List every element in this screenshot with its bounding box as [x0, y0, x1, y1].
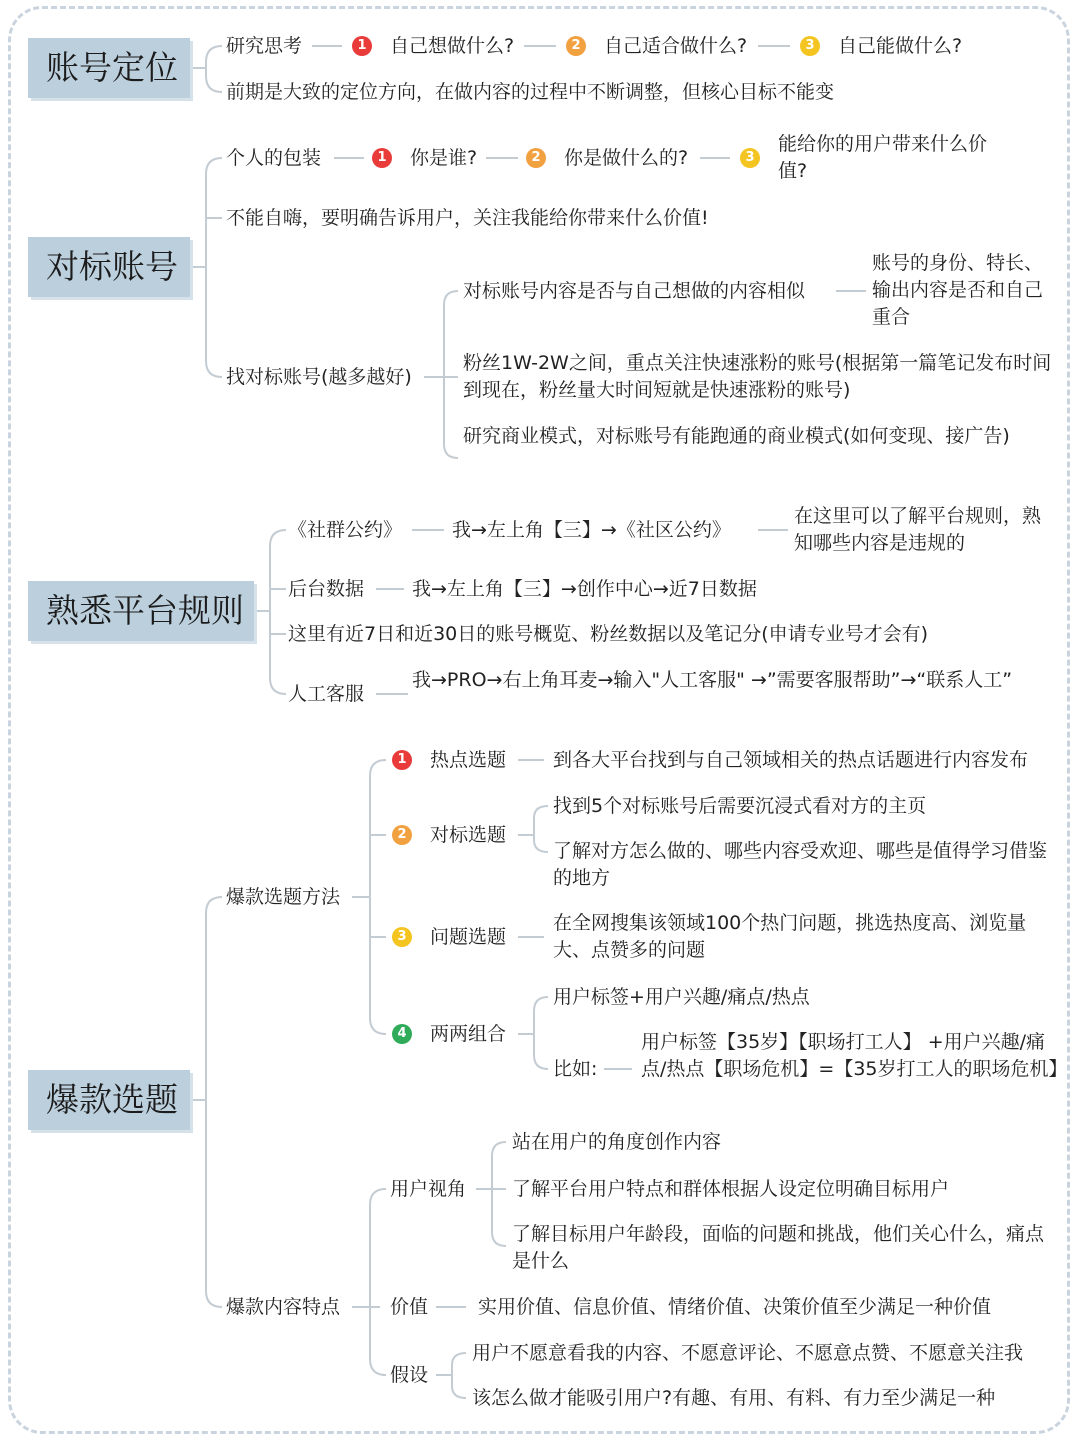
community-pact-path: 我→左上角【三】→《社区公约》	[452, 519, 731, 541]
question-3: 自己能做什么?	[838, 35, 963, 57]
method-benchmark-detail-a: 找到5个对标账号后需要沉浸式看对方的主页	[553, 795, 927, 817]
community-pact-label: 《社群公约》	[288, 519, 403, 541]
topic-method-label: 爆款选题方法	[226, 886, 341, 908]
research-label: 研究思考	[226, 35, 303, 57]
pair-combination-formula: 用户标签+用户兴趣/痛点/热点	[553, 986, 810, 1008]
customer-service-label: 人工客服	[288, 683, 365, 705]
number-2-icon: 2	[566, 36, 586, 56]
pair-combination-example: 用户标签【35岁】【职场打工人】 +用户兴趣/痛点/热点【职场危机】=【35岁打工人的职场危机】	[641, 1031, 1068, 1080]
assumption-label: 假设	[390, 1364, 429, 1386]
packaging-point-1: 你是谁?	[410, 147, 478, 169]
customer-service-path: 我→PRO→右上角耳麦→输入"人工客服" →”需要客服帮助”→“联系人工”	[412, 669, 1013, 691]
user-perspective-1: 站在用户的角度创作内容	[512, 1131, 722, 1153]
section-title-benchmark-accounts: 对标账号	[28, 237, 190, 297]
value-detail: 实用价值、信息价值、情绪价值、决策价值至少满足一种价值	[478, 1296, 992, 1318]
number-3-icon: 3	[740, 148, 760, 168]
positioning-note: 前期是大致的定位方向，在做内容的过程中不断调整，但核心目标不能变	[226, 81, 835, 103]
find-item-1-detail: 账号的身份、特长、输出内容是否和自己重合	[872, 252, 1044, 328]
question-1: 自己想做什么?	[390, 35, 515, 57]
number-4-icon: 4	[392, 1024, 412, 1044]
value-label: 价值	[390, 1296, 429, 1318]
user-perspective-3: 了解目标用户年龄段，面临的问题和挑战，他们关心什么，痛点是什么	[512, 1223, 1045, 1272]
number-1-icon: 1	[372, 148, 392, 168]
packaging-label: 个人的包装	[226, 147, 322, 169]
find-item-1: 对标账号内容是否与自己想做的内容相似	[463, 280, 806, 302]
packaging-point-3: 能给你的用户带来什么价值?	[778, 133, 988, 182]
section-title-hot-topics: 爆款选题	[28, 1070, 190, 1130]
find-item-2: 粉丝1W-2W之间，重点关注快速涨粉的账号(根据第一篇笔记发布时间到现在，粉丝量大时间短就是快速涨粉的账号)	[463, 352, 1052, 401]
method-hot-topic: 热点选题	[430, 749, 507, 771]
backend-data-path: 我→左上角【三】→创作中心→近7日数据	[412, 578, 757, 600]
method-question-detail: 在全网搜集该领域100个热门问题，挑选热度高、浏览量大、点赞多的问题	[553, 912, 1027, 961]
community-pact-note: 在这里可以了解平台规则，熟知哪些内容是违规的	[794, 505, 1042, 554]
method-pair-combination: 两两组合	[430, 1023, 507, 1045]
benchmark-note: 不能自嗨，要明确告诉用户，关注我能给你带来什么价值!	[226, 207, 709, 229]
number-1-icon: 1	[352, 36, 372, 56]
backend-data-label: 后台数据	[288, 578, 365, 600]
find-item-3: 研究商业模式，对标账号有能跑通的商业模式(如何变现、接广告)	[463, 425, 1010, 447]
question-2: 自己适合做什么?	[604, 35, 748, 57]
user-perspective-label: 用户视角	[390, 1178, 467, 1200]
content-features-label: 爆款内容特点	[226, 1296, 341, 1318]
method-question-topic: 问题选题	[430, 926, 507, 948]
find-benchmark-label: 找对标账号(越多越好)	[226, 366, 412, 388]
number-3-icon: 3	[800, 36, 820, 56]
method-hot-topic-detail: 到各大平台找到与自己领域相关的热点话题进行内容发布	[553, 749, 1029, 771]
section-title-account-positioning: 账号定位	[28, 38, 190, 98]
method-benchmark-detail-b: 了解对方怎么做的、哪些内容受欢迎、哪些是值得学习借鉴的地方	[553, 840, 1048, 889]
assumption-2: 该怎么做才能吸引用户?有趣、有用、有料、有力至少满足一种	[472, 1387, 996, 1409]
packaging-point-2: 你是做什么的?	[564, 147, 689, 169]
number-2-icon: 2	[392, 825, 412, 845]
assumption-1: 用户不愿意看我的内容、不愿意评论、不愿意点赞、不愿意关注我	[472, 1342, 1024, 1364]
backend-data-note: 这里有近7日和近30日的账号概览、粉丝数据以及笔记分(申请专业号才会有)	[288, 623, 929, 645]
pair-combination-example-label: 比如:	[553, 1058, 598, 1080]
user-perspective-2: 了解平台用户特点和群体根据人设定位明确目标用户	[512, 1178, 950, 1200]
section-title-platform-rules: 熟悉平台规则	[28, 581, 254, 641]
number-3-icon: 3	[392, 927, 412, 947]
number-1-icon: 1	[392, 750, 412, 770]
number-2-icon: 2	[526, 148, 546, 168]
method-benchmark-topic: 对标选题	[430, 824, 507, 846]
